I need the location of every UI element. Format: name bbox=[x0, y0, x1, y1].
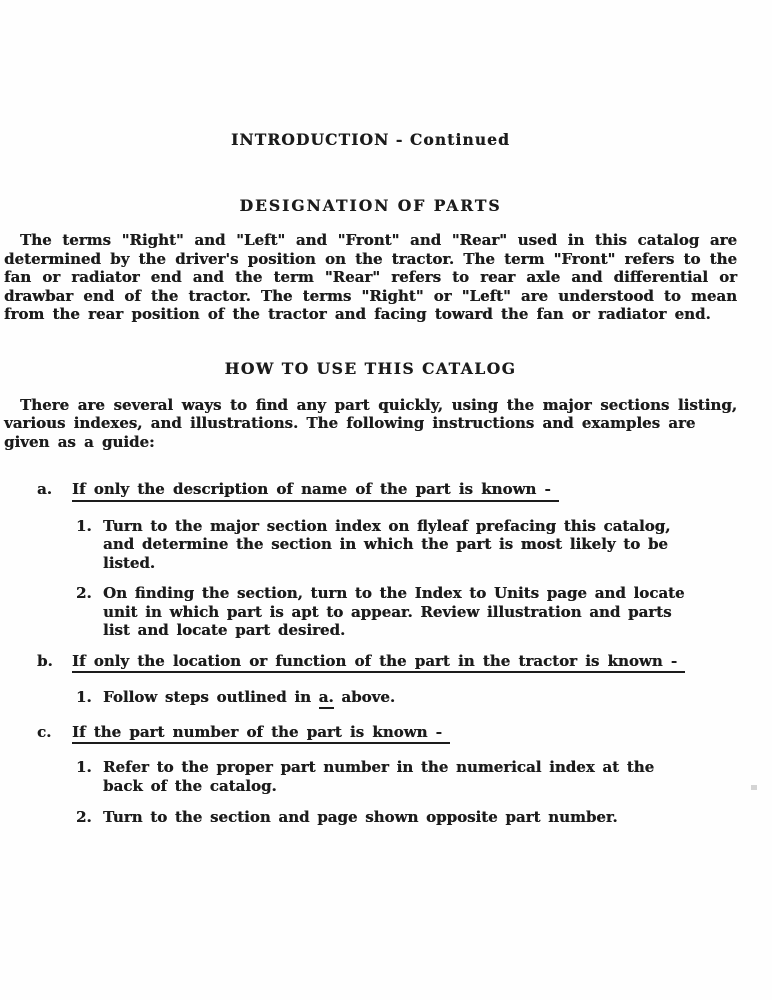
step-line: Turn to the section and page shown opposite part number. bbox=[103, 808, 618, 826]
designation-paragraph bbox=[4, 231, 737, 324]
step-c1-text bbox=[103, 758, 737, 795]
step-b1 bbox=[4, 688, 737, 707]
step-a2-number: 2. bbox=[76, 584, 92, 602]
paragraph-line: given as a guide: bbox=[4, 432, 155, 451]
step-line: listed. bbox=[103, 553, 156, 572]
step-line: On finding the section, turn to the Index to Units page and locate bbox=[103, 584, 685, 602]
step-line: Turn to the major section index on flyleaf prefacing this catalog, bbox=[103, 516, 671, 535]
howto-intro-paragraph bbox=[4, 396, 737, 452]
page-header: INTRODUCTION - Continued bbox=[231, 130, 510, 149]
paragraph-line: from the rear position of the tractor and facing toward the fan or radiator end. bbox=[4, 305, 711, 323]
page-content bbox=[4, 130, 737, 827]
section-title-designation-of-parts: DESIGNATION OF PARTS bbox=[239, 196, 502, 215]
step-line bbox=[103, 688, 737, 707]
step-c1 bbox=[4, 758, 737, 795]
step-line: and determine the section in which the part is most likely to be bbox=[103, 535, 668, 553]
section-title-how-to-use: HOW TO USE THIS CATALOG bbox=[224, 358, 517, 378]
paragraph-line: The terms "Right" and "Left" and "Front" and "Rear" used in this catalog are bbox=[20, 231, 737, 249]
step-c2-text bbox=[103, 808, 737, 827]
list-item-c-label: c. bbox=[37, 722, 52, 741]
step-b1-underlined-ref: a. bbox=[319, 688, 334, 709]
scan-artifact bbox=[751, 785, 757, 790]
list-item-a bbox=[4, 480, 737, 502]
paragraph-line: various indexes, and illustrations. The following instructions and examples are bbox=[4, 414, 696, 432]
paragraph-line: determined by the driver's position on the tractor. The term "Front" refers to the bbox=[4, 249, 737, 268]
list-item-a-heading: If only the description of name of the part is known - bbox=[72, 480, 559, 502]
list-item-a-label: a. bbox=[37, 480, 52, 498]
step-c2 bbox=[4, 808, 737, 827]
step-b1-number: 1. bbox=[76, 688, 92, 706]
step-c1-number: 1. bbox=[76, 758, 92, 776]
list-item-c-heading: If the part number of the part is known - bbox=[72, 723, 450, 745]
step-a1-text bbox=[103, 517, 737, 573]
step-b1-text-before: Follow steps outlined in bbox=[103, 688, 319, 706]
step-a2 bbox=[4, 584, 737, 640]
step-line: list and locate part desired. bbox=[103, 621, 346, 639]
step-b1-text-after: above. bbox=[333, 688, 396, 706]
step-a2-text bbox=[103, 584, 737, 640]
paragraph-line: fan or radiator end and the term "Rear" refers to rear axle and differential or bbox=[4, 268, 737, 286]
step-b1-text bbox=[103, 688, 737, 707]
step-a1 bbox=[4, 517, 737, 573]
step-a1-number: 1. bbox=[76, 516, 92, 535]
step-c2-number: 2. bbox=[76, 808, 92, 826]
list-item-b-heading: If only the location or function of the part in the tractor is known - bbox=[72, 652, 685, 674]
step-line: unit in which part is apt to appear. Review illustration and parts bbox=[103, 602, 672, 621]
step-line: Refer to the proper part number in the numerical index at the bbox=[103, 758, 655, 776]
paragraph-line: There are several ways to find any part quickly, using the major sections listing, bbox=[20, 395, 737, 414]
list-item-b bbox=[4, 652, 737, 674]
paragraph-line: drawbar end of the tractor. The terms "Right" or "Left" are understood to mean bbox=[4, 286, 737, 305]
list-item-b-label: b. bbox=[37, 651, 53, 670]
step-line: back of the catalog. bbox=[103, 776, 277, 795]
list-item-c bbox=[4, 723, 737, 745]
